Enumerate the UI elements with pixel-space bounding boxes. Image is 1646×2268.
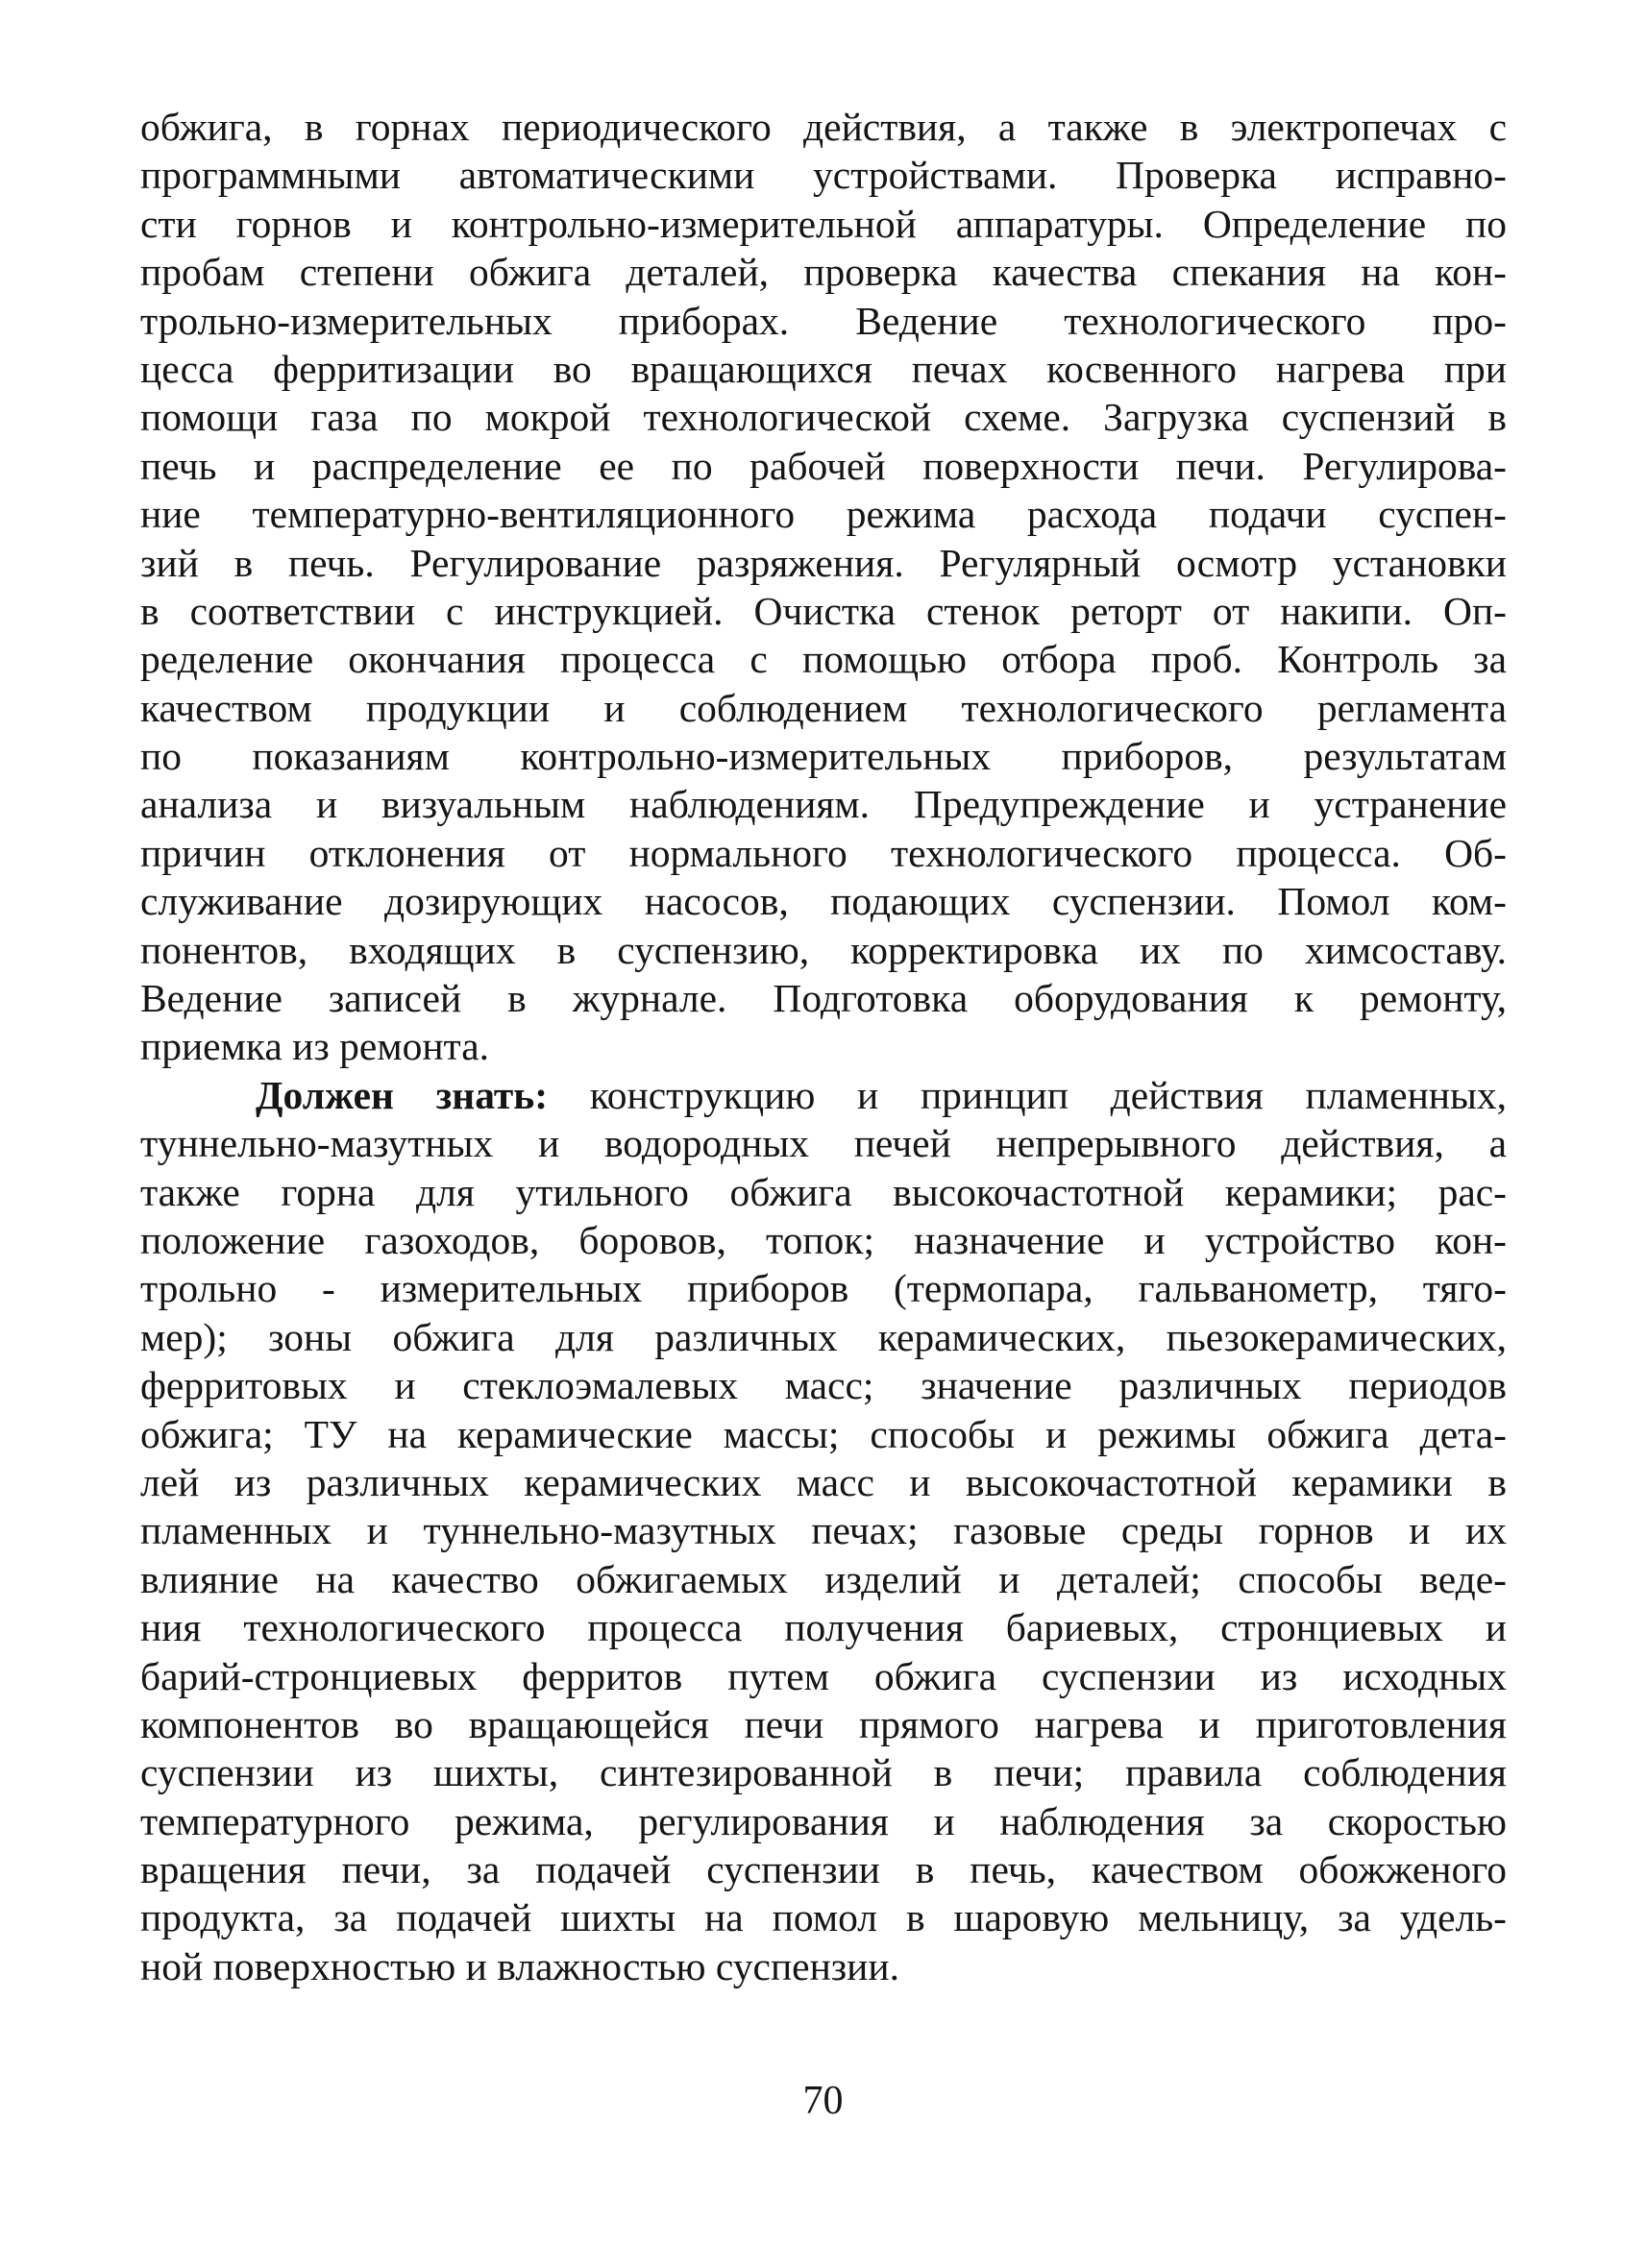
text-line: в соответствии с инструкцией. Очистка стенок реторт от накипи. Оп- (140, 588, 1507, 633)
body-text (140, 103, 1507, 1990)
text-line: барий-стронциевых ферритов путем обжига суспензии из исходных (140, 1653, 1507, 1698)
text-line: обжига, в горнах периодического действия, а также в электропечах с (140, 105, 1507, 149)
text-line: ние температурно-вентиляционного режима расхода подачи суспен- (140, 492, 1507, 537)
text-line: сти горнов и контрольно-измерительной аппаратуры. Определение по (140, 201, 1507, 246)
text-line: ной поверхностью и влажностью суспензии. (140, 1943, 899, 1988)
text-line: качеством продукции и соблюдением технологического регламента (140, 685, 1507, 730)
text-line: пламенных и туннельно-мазутных печах; газовые среды горнов и их (140, 1508, 1507, 1553)
page-number: 70 (802, 2079, 844, 2123)
text-line: трольно - измерительных приборов (термопара, гальванометр, тяго- (140, 1266, 1507, 1311)
text-line: продукта, за подачей шихты на помол в шаровую мельницу, за удель- (140, 1895, 1507, 1940)
text-run: конструкцию и принцип действия пламенных, (548, 1072, 1507, 1117)
paragraph-2 (140, 1071, 1507, 1990)
text-line: влияние на качество обжигаемых изделий и деталей; способы веде- (140, 1556, 1507, 1601)
text-line: зий в печь. Регулирование разряжения. Регулярный осмотр установки (140, 540, 1507, 585)
text-line: анализа и визуальным наблюдениям. Предупреждение и устранение (140, 782, 1507, 827)
text-line: программными автоматическими устройствами. Проверка исправно- (140, 153, 1507, 198)
text-line: приемка из ремонта. (140, 1024, 489, 1069)
text-line: также горна для утильного обжига высокочастотной керамики; рас- (140, 1169, 1507, 1214)
paragraph-2-first-line (140, 1071, 1507, 1119)
text-line: пробам степени обжига деталей, проверка качества спекания на кон- (140, 250, 1507, 295)
text-line: цесса ферритизации во вращающихся печах косвенного нагрева при (140, 346, 1507, 391)
text-line: Ведение записей в журнале. Подготовка оборудования к ремонту, (140, 976, 1507, 1021)
text-line: обжига; ТУ на керамические массы; способы и режимы обжига дета- (140, 1411, 1507, 1456)
text-line: суспензии из шихты, синтезированной в печи; правила соблюдения (140, 1750, 1507, 1795)
text-line: причин отклонения от нормального технологического процесса. Об- (140, 830, 1507, 875)
text-line: ределение окончания процесса с помощью отбора проб. Контроль за (140, 637, 1507, 682)
text-line: трольно-измерительных приборах. Ведение технологического про- (140, 298, 1507, 343)
text-line: положение газоходов, боровов, топок; назначение и устройство кон- (140, 1217, 1507, 1262)
text-line: лей из различных керамических масс и высокочастотной керамики в (140, 1459, 1507, 1504)
text-line: мер); зоны обжига для различных керамических, пьезокерамических, (140, 1314, 1507, 1359)
text-line: ферритовых и стеклоэмалевых масс; значение различных периодов (140, 1363, 1507, 1408)
text-line: туннельно-мазутных и водородных печей непрерывного действия, а (140, 1121, 1507, 1166)
text-line: вращения печи, за подачей суспензии в печь, качеством обожженого (140, 1847, 1507, 1892)
text-line: ния технологического процесса получения бариевых, стронциевых и (140, 1605, 1507, 1650)
text-line: понентов, входящих в суспензию, корректировка их по химсоставу. (140, 927, 1507, 972)
text-line: служивание дозирующих насосов, подающих суспензии. Помол ком- (140, 879, 1507, 924)
text-line: печь и распределение ее по рабочей поверхности печи. Регулирова- (140, 443, 1507, 488)
text-line: помощи газа по мокрой технологической схеме. Загрузка суспензий в (140, 395, 1507, 440)
text-line: по показаниям контрольно-измерительных приборов, результатам (140, 734, 1507, 779)
section-heading: Должен знать: (256, 1072, 549, 1117)
text-line: температурного режима, регулирования и наблюдения за скоростью (140, 1798, 1507, 1843)
text-line: компонентов во вращающейся печи прямого нагрева и приготовления (140, 1701, 1507, 1746)
paragraph-1 (140, 103, 1507, 1071)
